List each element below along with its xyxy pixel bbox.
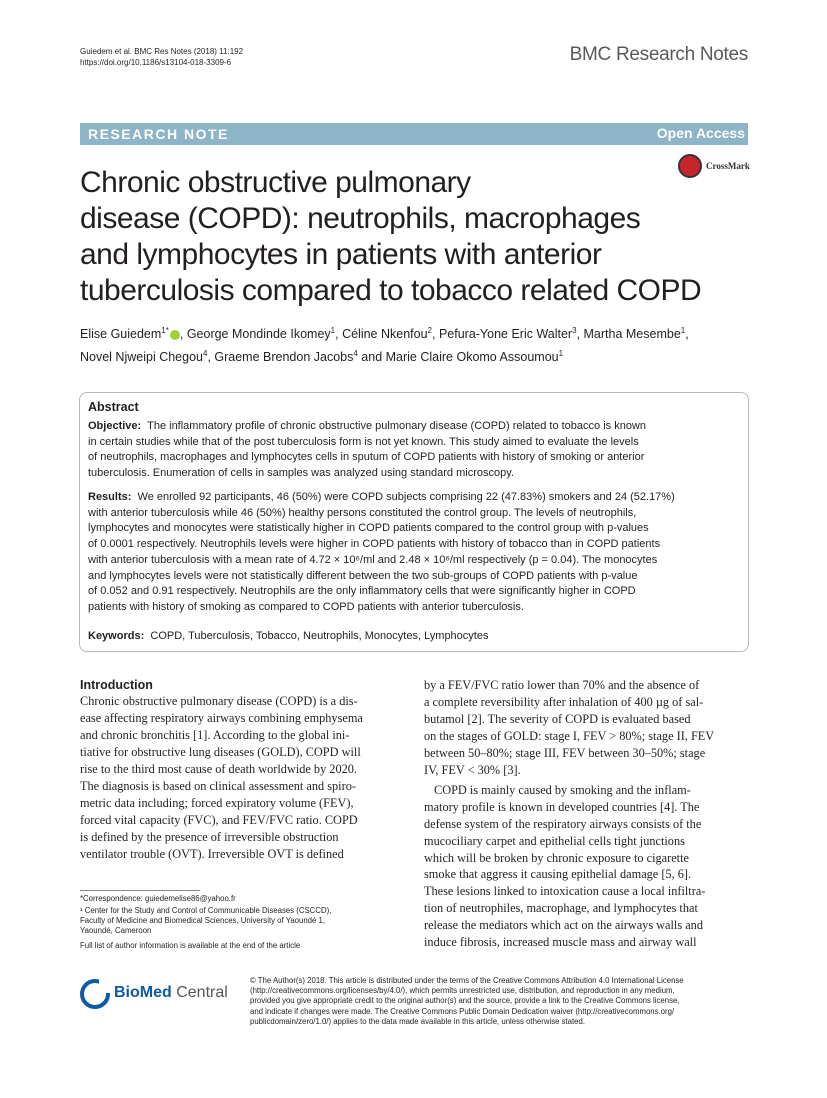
- body-line: by a FEV/FVC ratio lower than 70% and the absence of: [424, 678, 700, 692]
- crossmark-label: CrossMark: [706, 161, 750, 171]
- affiliation-line: Faculty of Medicine and Biomedical Sciences, University of Yaoundé 1,: [80, 916, 326, 926]
- body-line: a complete reversibility after inhalation of 400 µg of sal-: [424, 694, 704, 709]
- license-line: and indicate if changes were made. The Creative Commons Public Domain Dedication waiver (http://creativecommons.org/: [250, 1006, 675, 1016]
- results-line: and lymphocytes levels were not statistically different between the two sub-groups of COPD patients with p-value: [88, 569, 638, 582]
- correspondence[interactable]: *Correspondence: guiedemelise86@yahoo.fr: [80, 894, 236, 903]
- title-line: Chronic obstructive pulmonary: [80, 166, 471, 199]
- body-line: mucociliary carpet and epithelial cells tight junctions: [424, 833, 685, 848]
- citation: Guiedem et al. BMC Res Notes (2018) 11:192: [80, 47, 244, 56]
- results-line: with anterior tuberculosis with a mean rate of 4.72 × 10⁶/ml and 2.48 × 10⁶/ml respectively (p = 0.04). The monocytes: [88, 553, 658, 566]
- objective-line: in certain studies while that of the post tuberculosis form is not yet known. This study aimed to evaluate the levels: [88, 435, 639, 448]
- author-affil: 4: [353, 349, 358, 359]
- body-line: release the mediators which act on the airways walls and: [424, 918, 703, 933]
- affiliation-line: Yaoundé, Cameroon: [80, 926, 152, 936]
- logo-rest-text: Central: [171, 984, 228, 1001]
- body-line: defense system of the respiratory airways consists of the: [424, 816, 702, 831]
- keywords-value: COPD, Tuberculosis, Tobacco, Neutrophils, Monocytes, Lymphocytes: [150, 630, 489, 642]
- author-name[interactable]: Elise Guiedem: [80, 327, 162, 342]
- journal-name: BMC Research Notes: [569, 44, 748, 65]
- title-line: disease (COPD): neutrophils, macrophages: [80, 202, 641, 235]
- body-line: ease affecting respiratory airways combining emphysema: [80, 710, 363, 725]
- body-line: induce fibrosis, increased muscle mass and airway wall: [424, 935, 697, 950]
- body-line: between 50–80%; stage III, FEV between 30–50%; stage: [424, 745, 706, 760]
- logo-bold-text: BioMed: [114, 984, 172, 1001]
- intro-heading: Introduction: [80, 678, 153, 692]
- body-line: tion of neutrophiles, macrophage, and lymphocytes that: [424, 901, 698, 916]
- results-line: We enrolled 92 participants, 46 (50%) were COPD subjects comprising 22 (47.83%) smokers and 24 (52.17%): [137, 491, 675, 503]
- license-statement: [250, 976, 750, 1027]
- intro-right-column: [424, 677, 748, 951]
- license-line: publicdomain/zero/1.0/) applies to the data made available in this article, unless otherwise stated.: [250, 1016, 586, 1026]
- title-line: and lymphocytes in patients with anterior: [80, 238, 602, 271]
- abstract-keywords: [88, 629, 738, 645]
- author-affil: 1: [330, 326, 336, 335]
- results-line: of 0.0001 respectively. Neutrophils levels were higher in COPD patients with history of tobacco than in COPD patients: [88, 538, 661, 551]
- article-type-label: RESEARCH NOTE: [88, 126, 229, 142]
- title-line: tuberculosis compared to tobacco related COPD: [80, 274, 702, 307]
- article-title: [80, 165, 760, 309]
- results-line: lymphocytes and monocytes were statistically higher in COPD patients compared to the control group with p-values: [88, 522, 649, 535]
- body-line: COPD is mainly caused by smoking and the inflam-: [434, 782, 691, 797]
- body-line: butamol [2]. The severity of COPD is evaluated based: [424, 711, 691, 726]
- body-line: Chronic obstructive pulmonary disease (COPD) is a dis-: [80, 694, 358, 708]
- keywords-label: Keywords:: [88, 630, 145, 642]
- license-line: © The Author(s) 2018. This article is distributed under the terms of the Creative Commons Attribution 4.0 International License: [250, 976, 684, 985]
- results-line: of 0.052 and 0.91 respectively. Neutrophils are the only inflammatory cells that were significantly higher in COPD: [88, 585, 636, 598]
- author-name[interactable]: Pefura‑Yone Eric Walter: [438, 327, 573, 342]
- biomed-central-logo[interactable]: [80, 979, 240, 1009]
- objective-line: of neutrophils, macrophages and lymphocytes cells in sputum of COPD patients with history of smoking or anterior: [88, 451, 645, 464]
- body-line: ventilator trouble (OVT). Irreversible OVT is defined: [80, 846, 344, 861]
- body-line: rise to the third most cause of death worldwide by 2020.: [80, 761, 357, 776]
- objective-line: tuberculosis. Enumeration of cells in samples was analyzed using standard microscopy.: [88, 467, 514, 480]
- author-affil: 2: [427, 326, 432, 335]
- author-affil: 1*: [161, 326, 169, 335]
- body-line: smoke that aggress it causing epithelial damage [5, 6].: [424, 867, 692, 882]
- author-name[interactable]: Graeme Brendon Jacobs: [214, 350, 354, 365]
- results-label: Results:: [88, 491, 132, 503]
- intro-left-column: [80, 693, 404, 863]
- author-affil: 1: [680, 326, 686, 335]
- biomed-logo-icon: [80, 979, 110, 1009]
- license-line: (http://creativecommons.org/licenses/by/4.0/), which permits unrestricted use, distribution, and reproduction in any medium,: [250, 986, 675, 996]
- affiliation-line: ¹ Center for the Study and Control of Communicable Diseases (CSCCD),: [80, 906, 332, 915]
- body-line: forced vital capacity (FVC), and FEV/FVC ratio. COPD: [80, 812, 358, 827]
- abstract-objective: [88, 419, 738, 482]
- body-line: is defined by the presence of irreversible obstruction: [80, 829, 339, 844]
- body-line: metric data including; forced expiratory volume (FEV),: [80, 795, 354, 810]
- body-line: IV, FEV < 30% [3].: [424, 762, 521, 777]
- full-author-info-note: Full list of author information is available at the end of the article: [80, 941, 301, 950]
- biomed-logo-text: [114, 984, 228, 1002]
- orcid-icon[interactable]: [170, 330, 180, 340]
- body-line: The diagnosis is based on clinical assessment and spiro-: [80, 778, 356, 793]
- author-affil: 4: [202, 349, 208, 359]
- objective-line: The inflammatory profile of chronic obstructive pulmonary disease (COPD) related to tobacco is known: [147, 420, 646, 432]
- open-access-label: Open Access: [656, 125, 745, 141]
- footnote-divider: [80, 890, 200, 891]
- objective-label: Objective:: [88, 420, 142, 432]
- author-name[interactable]: George Mondinde Ikomey: [186, 327, 331, 342]
- body-line: and chronic bronchitis [1]. According to the global ini-: [80, 727, 350, 742]
- author-affil: 1: [558, 349, 564, 359]
- author-name[interactable]: Marie Claire Okomo Assoumou: [385, 350, 559, 365]
- body-line: These lesions linked to intoxication cause a local infiltra-: [424, 884, 706, 899]
- abstract-results: [88, 490, 738, 616]
- body-line: which will be broken by chronic exposure to cigarette: [424, 850, 689, 865]
- body-line: on the stages of GOLD: stage I, FEV > 80%; stage II, FEV: [424, 728, 715, 743]
- author-name[interactable]: Martha Mesembe: [583, 327, 681, 342]
- doi-link[interactable]: https://doi.org/10.1186/s13104-018-3309-6: [80, 58, 232, 67]
- affiliation: [80, 906, 410, 937]
- author-affil: 3: [572, 326, 577, 335]
- results-line: patients with history of smoking as compared to COPD patients with anterior tuberculosis.: [88, 600, 524, 613]
- results-line: with anterior tuberculosis while 46 (50%) healthy persons constituted the control group. The levels of neutrophils,: [88, 506, 637, 519]
- author-list: Elise Guiedem$^{1*}$ , George Mondinde Ikomey$^1$, Céline Nkenfou$^2$, Pefura‑Yone Eric Walter$^3$, Martha Mesembe$^1$, Novel Njweipi Chegou$^4$, Graeme Brendon Jacobs$^4$ and Marie Claire Okomo Assoumou$^1$: [80, 326, 689, 365]
- body-line: tiative for obstructive lung diseases (GOLD), COPD will: [80, 744, 361, 759]
- body-line: matory profile is known in developed countries [4]. The: [424, 799, 700, 814]
- abstract-heading: Abstract: [88, 400, 139, 414]
- author-name[interactable]: Novel Njweipi Chegou: [80, 350, 203, 365]
- license-line: provided you give appropriate credit to the original author(s) and the source, provide a link to the Creative Commons license,: [250, 996, 680, 1006]
- author-name[interactable]: Céline Nkenfou: [342, 327, 428, 342]
